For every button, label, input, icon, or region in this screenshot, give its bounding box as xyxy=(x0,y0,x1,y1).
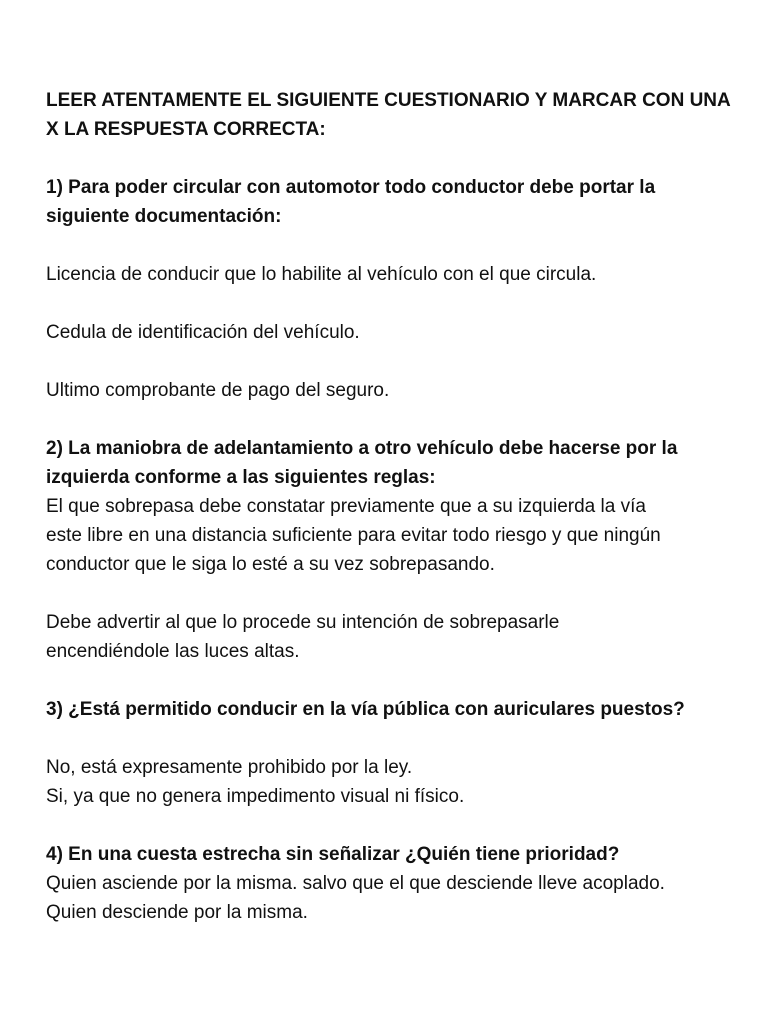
question-1-option-1[interactable] xyxy=(46,260,746,289)
option-text: No, está expresamente prohibido por la ley. xyxy=(46,757,413,778)
question-4-title xyxy=(46,840,746,869)
question-title-line: 4) En una cuesta estrecha sin señalizar ¿Quién tiene prioridad? xyxy=(46,844,620,865)
question-3-title xyxy=(46,695,746,724)
question-title-line: siguiente documentación: xyxy=(46,206,282,227)
question-2-option-2[interactable] xyxy=(46,608,746,666)
question-1-title xyxy=(46,173,746,231)
option-text: Licencia de conducir que lo habilite al vehículo con el que circula. xyxy=(46,264,597,285)
option-text: Ultimo comprobante de pago del seguro. xyxy=(46,380,390,401)
question-title-line: 2) La maniobra de adelantamiento a otro vehículo debe hacerse por la xyxy=(46,438,678,459)
option-text: este libre en una distancia suficiente para evitar todo riesgo y que ningún xyxy=(46,525,661,546)
question-3-option-1[interactable] xyxy=(46,753,746,782)
option-text: El que sobrepasa debe constatar previamente que a su izquierda la vía xyxy=(46,496,646,517)
instruction-heading xyxy=(46,86,746,144)
question-title-line: 1) Para poder circular con automotor todo conductor debe portar la xyxy=(46,177,656,198)
question-2-option-1[interactable] xyxy=(46,492,746,579)
option-text: Si, ya que no genera impedimento visual ni físico. xyxy=(46,786,465,807)
question-3-option-2[interactable] xyxy=(46,782,746,811)
option-text: Quien asciende por la misma. salvo que el que desciende lleve acoplado. xyxy=(46,873,665,894)
question-1-option-3[interactable] xyxy=(46,376,746,405)
question-1-option-2[interactable] xyxy=(46,318,746,347)
question-2-title xyxy=(46,434,746,492)
question-title-line: izquierda conforme a las siguientes reglas: xyxy=(46,467,436,488)
option-text: conductor que le siga lo esté a su vez sobrepasando. xyxy=(46,554,495,575)
instruction-line-1: LEER ATENTAMENTE EL SIGUIENTE CUESTIONARIO Y MARCAR CON UNA xyxy=(46,90,731,111)
option-text: Quien desciende por la misma. xyxy=(46,902,308,923)
question-4-option-2[interactable] xyxy=(46,898,746,927)
question-4-option-1[interactable] xyxy=(46,869,746,898)
instruction-line-2: X LA RESPUESTA CORRECTA: xyxy=(46,119,326,140)
option-text: Cedula de identificación del vehículo. xyxy=(46,322,360,343)
question-title-line: 3) ¿Está permitido conducir en la vía pública con auriculares puestos? xyxy=(46,699,685,720)
option-text: encendiéndole las luces altas. xyxy=(46,641,300,662)
option-text: Debe advertir al que lo procede su intención de sobrepasarle xyxy=(46,612,560,633)
document-page xyxy=(46,86,746,927)
